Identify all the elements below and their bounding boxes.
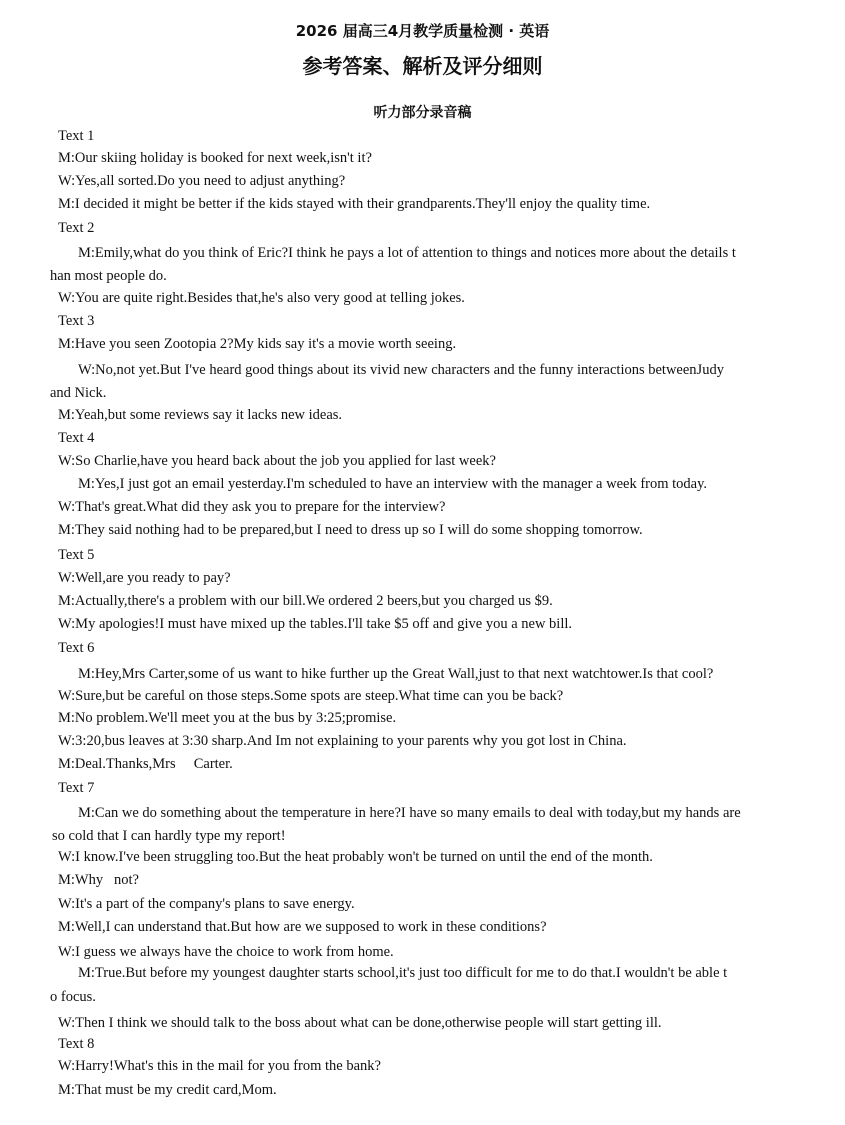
transcript-line: M:Why not? — [58, 872, 139, 888]
transcript-line: W:No,not yet.But I've heard good things about its vivid new characters and the funny interactions betweenJudy — [78, 362, 724, 378]
transcript-line: M:Hey,Mrs Carter,some of us want to hike further up the Great Wall,just to that next watchtower.Is that cool? — [78, 666, 714, 682]
transcript-line: M:Emily,what do you think of Eric?I think he pays a lot of attention to things and notices more about the details t — [78, 245, 736, 261]
transcript-line: W:Sure,but be careful on those steps.Some spots are steep.What time can you be back? — [58, 688, 564, 704]
transcript-line: M:No problem.We'll meet you at the bus by 3:25;promise. — [58, 710, 397, 726]
transcript-line: W:Harry!What's this in the mail for you from the bank? — [58, 1058, 381, 1074]
transcript-line: M:Our skiing holiday is booked for next week,isn't it? — [58, 150, 372, 166]
transcript-line: and Nick. — [50, 385, 107, 401]
transcript-line: M:Yes,I just got an email yesterday.I'm scheduled to have an interview with the manager a week from today. — [78, 476, 708, 492]
transcript-line: W:You are quite right.Besides that,he's also very good at telling jokes. — [58, 290, 465, 306]
text-heading: Text 7 — [58, 780, 95, 796]
text-heading: Text 6 — [58, 640, 95, 656]
transcript-line: o focus. — [50, 989, 96, 1005]
transcript-line: W:Then I think we should talk to the boss about what can be done,otherwise people will start getting ill. — [58, 1015, 662, 1031]
transcript-line: W:3:20,bus leaves at 3:30 sharp.And Im not explaining to your parents why you got lost in China. — [58, 733, 627, 749]
text-heading: Text 1 — [58, 128, 95, 144]
text-heading: Text 8 — [58, 1036, 95, 1052]
main-title: 参考答案、解析及评分细则 — [302, 54, 543, 78]
text-heading: Text 3 — [58, 313, 95, 329]
transcript-line: W:Yes,all sorted.Do you need to adjust anything? — [58, 173, 346, 189]
transcript-line: W:My apologies!I must have mixed up the tables.I'll take $5 off and give you a new bill. — [58, 616, 573, 632]
transcript-line: W:It's a part of the company's plans to save energy. — [58, 896, 355, 912]
transcript-line: han most people do. — [50, 268, 167, 284]
transcript-line: W:I know.I've been struggling too.But the heat probably won't be turned on until the end of the month. — [58, 849, 653, 865]
text-heading: Text 4 — [58, 430, 95, 446]
transcript-line: M:Yeah,but some reviews say it lacks new ideas. — [58, 407, 343, 423]
transcript-line: W:That's great.What did they ask you to prepare for the interview? — [58, 499, 446, 515]
transcript-line: M:Well,I can understand that.But how are we supposed to work in these conditions? — [58, 919, 547, 935]
transcript-line: M:Have you seen Zootopia 2?My kids say it's a movie worth seeing. — [58, 336, 457, 352]
transcript-line: so cold that I can hardly type my report! — [52, 828, 286, 844]
transcript-line: W:I guess we always have the choice to work from home. — [58, 944, 394, 960]
text-heading: Text 5 — [58, 547, 95, 563]
transcript-line: M:They said nothing had to be prepared,but I need to dress up so I will do some shopping tomorrow. — [58, 522, 643, 538]
text-heading: Text 2 — [58, 220, 95, 236]
transcript-line: M:Deal.Thanks,Mrs Carter. — [58, 756, 233, 772]
transcript-line: M:I decided it might be better if the kids stayed with their grandparents.They'll enjoy the quality time. — [58, 196, 651, 212]
transcript-line: M:That must be my credit card,Mom. — [58, 1082, 277, 1098]
section-title: 听力部分录音稿 — [373, 105, 472, 121]
transcript-line: M:True.But before my youngest daughter starts school,it's just too difficult for me to do that.I wouldn't be able t — [78, 965, 728, 981]
transcript-line: M:Can we do something about the temperature in here?I have so many emails to deal with today,but my hands are — [78, 805, 741, 821]
exam-title: 2026 届高三4月教学质量检测 · 英语 — [295, 22, 550, 40]
transcript-line: W:So Charlie,have you heard back about the job you applied for last week? — [58, 453, 496, 469]
transcript-line: M:Actually,there's a problem with our bill.We ordered 2 beers,but you charged us $9. — [58, 593, 553, 609]
transcript-line: W:Well,are you ready to pay? — [58, 570, 231, 586]
